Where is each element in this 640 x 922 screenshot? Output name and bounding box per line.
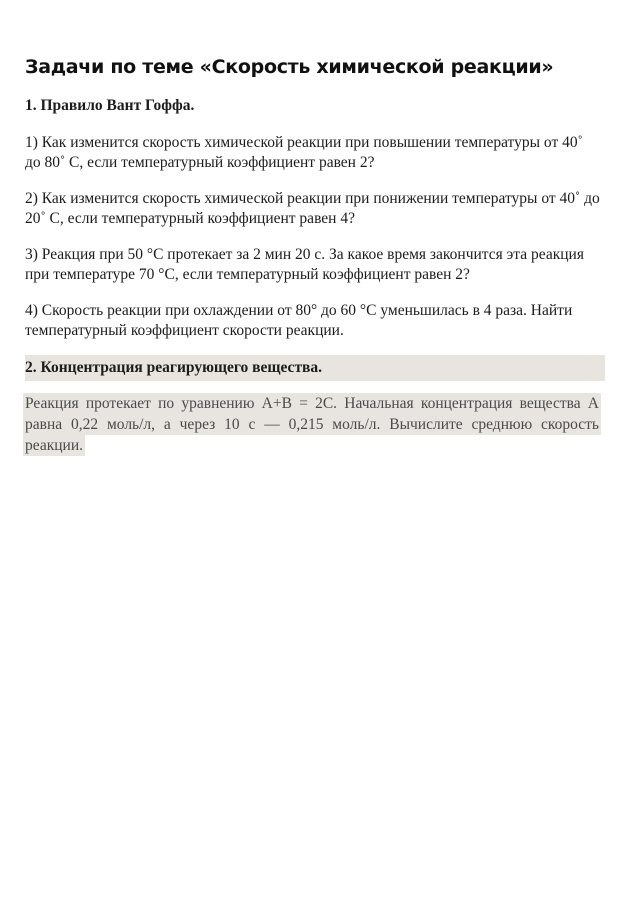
- task-2: 2) Как изменится скорость химической реакции при понижении температуры от 40˚ до 20˚ С, если температурный коэффициент равен 4?: [25, 190, 600, 227]
- section-2-heading-highlight: [25, 355, 605, 381]
- section-1-heading: 1. Правило Вант Гоффа.: [25, 97, 195, 114]
- document-title: Задачи по теме «Скорость химической реакции»: [25, 56, 554, 78]
- section-2-problem: [25, 393, 599, 456]
- section-2-heading: 2. Концентрация реагирующего вещества.: [25, 359, 323, 376]
- section-2-problem-text: Реакция протекает по уравнению А+В = 2С. Начальная концентрация вещества А равна 0,22 моль/л, а через 10 с — 0,215 моль/л. Вычислите среднюю скорость реакции.: [25, 395, 599, 454]
- task-3: 3) Реакция при 50 °C протекает за 2 мин 20 с. За какое время закончится эта реакция при температуре 70 °C, если температурный коэффициент равен 2?: [25, 246, 584, 283]
- task-4: 4) Скорость реакции при охлаждении от 80° до 60 °C уменьшилась в 4 раза. Найти температурный коэффициент скорости реакции.: [25, 302, 573, 339]
- task-1: 1) Как изменится скорость химической реакции при повышении температуры от 40˚ до 80˚ С, если температурный коэффициент равен 2?: [25, 134, 583, 171]
